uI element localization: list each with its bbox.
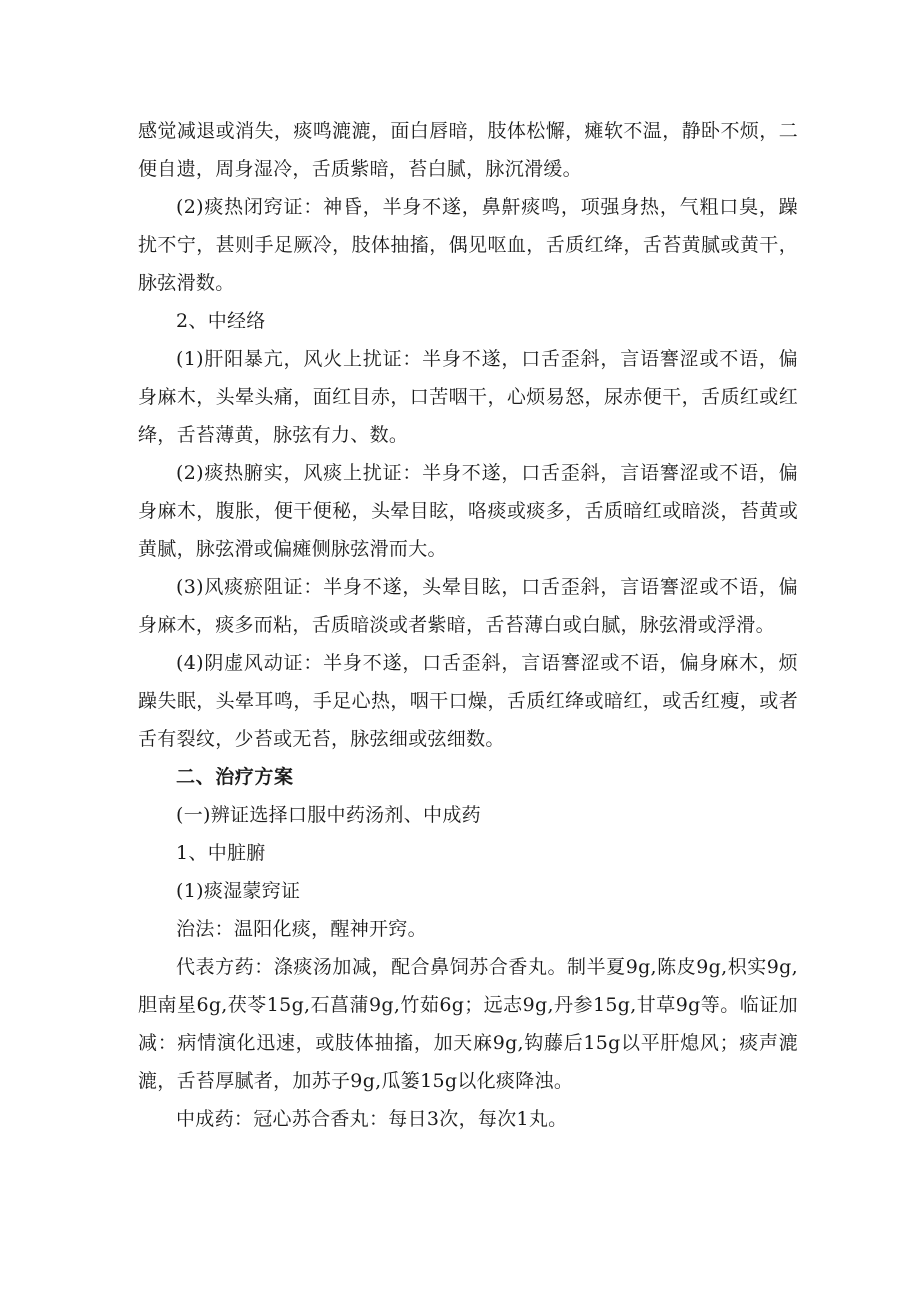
subheading-meridian-stroke: 2、中经络 xyxy=(176,310,266,332)
subheading-zang-fu-stroke: 1、中脏腑 xyxy=(176,842,266,864)
paragraph-liver-yang: (1)肝阳暴亢，风火上扰证：半身不遂，口舌歪斜，言语謇涩或不语，偏身麻木，头晕头痛，面红目赤，口苦咽干，心烦易怒，尿赤便干，舌质红或红绛，舌苔薄黄，脉弦有力、数。 xyxy=(138,348,798,446)
paragraph-yin-deficiency: (4)阴虚风动证：半身不遂，口舌歪斜，言语謇涩或不语，偏身麻木，烦躁失眠，头晕耳鸣，手足心热，咽干口燥，舌质红绛或暗红，或舌红瘦，或者舌有裂纹，少苔或无苔，脉弦细或弦细数。 xyxy=(138,652,798,750)
subheading-oral-medicine: (一)辨证选择口服中药汤剂、中成药 xyxy=(176,804,481,826)
paragraph-symptoms-continued: 感觉减退或消失，痰鸣漉漉，面白唇暗，肢体松懈，瘫软不温，静卧不烦，二便自遗，周身湿冷，舌质紫暗，苔白腻，脉沉滑缓。 xyxy=(138,120,798,180)
document-page xyxy=(138,112,798,1138)
paragraph-phlegm-heat-fu: (2)痰热腑实，风痰上扰证：半身不遂，口舌歪斜，言语謇涩或不语，偏身麻木，腹胀，便干便秘，头晕目眩，咯痰或痰多，舌质暗红或暗淡，苔黄或黄腻，脉弦滑或偏瘫侧脉弦滑而大。 xyxy=(138,462,798,560)
paragraph-patent-medicine: 中成药：冠心苏合香丸：每日3次，每次1丸。 xyxy=(176,1108,568,1130)
section-heading-treatment: 二、治疗方案 xyxy=(176,766,294,788)
paragraph-treatment-method: 治法：温阳化痰，醒神开窍。 xyxy=(176,918,427,940)
subheading-phlegm-dampness: (1)痰湿蒙窍证 xyxy=(176,880,301,902)
paragraph-representative-formula: 代表方药：涤痰汤加减，配合鼻饲苏合香丸。制半夏9g,陈皮9g,枳实9g,胆南星6g,茯苓15g,石菖蒲9g,竹茹6g；远志9g,丹参15g,甘草9g等。临证加减：病情演化迅速，或肢体抽搐，加天麻9g,钩藤后15g以平肝熄风；痰声漉漉，舌苔厚腻者，加苏子9g,瓜篓15g以化痰降浊。 xyxy=(138,956,798,1092)
paragraph-phlegm-heat-orifice: (2)痰热闭窍证：神昏，半身不遂，鼻鼾痰鸣，项强身热，气粗口臭，躁扰不宁，甚则手足厥冷，肢体抽搐，偶见呕血，舌质红绛，舌苔黄腻或黄干，脉弦滑数。 xyxy=(138,196,798,294)
paragraph-wind-phlegm-stasis: (3)风痰瘀阻证：半身不遂，头晕目眩，口舌歪斜，言语謇涩或不语，偏身麻木，痰多而粘，舌质暗淡或者紫暗，舌苔薄白或白腻，脉弦滑或浮滑。 xyxy=(138,576,798,636)
